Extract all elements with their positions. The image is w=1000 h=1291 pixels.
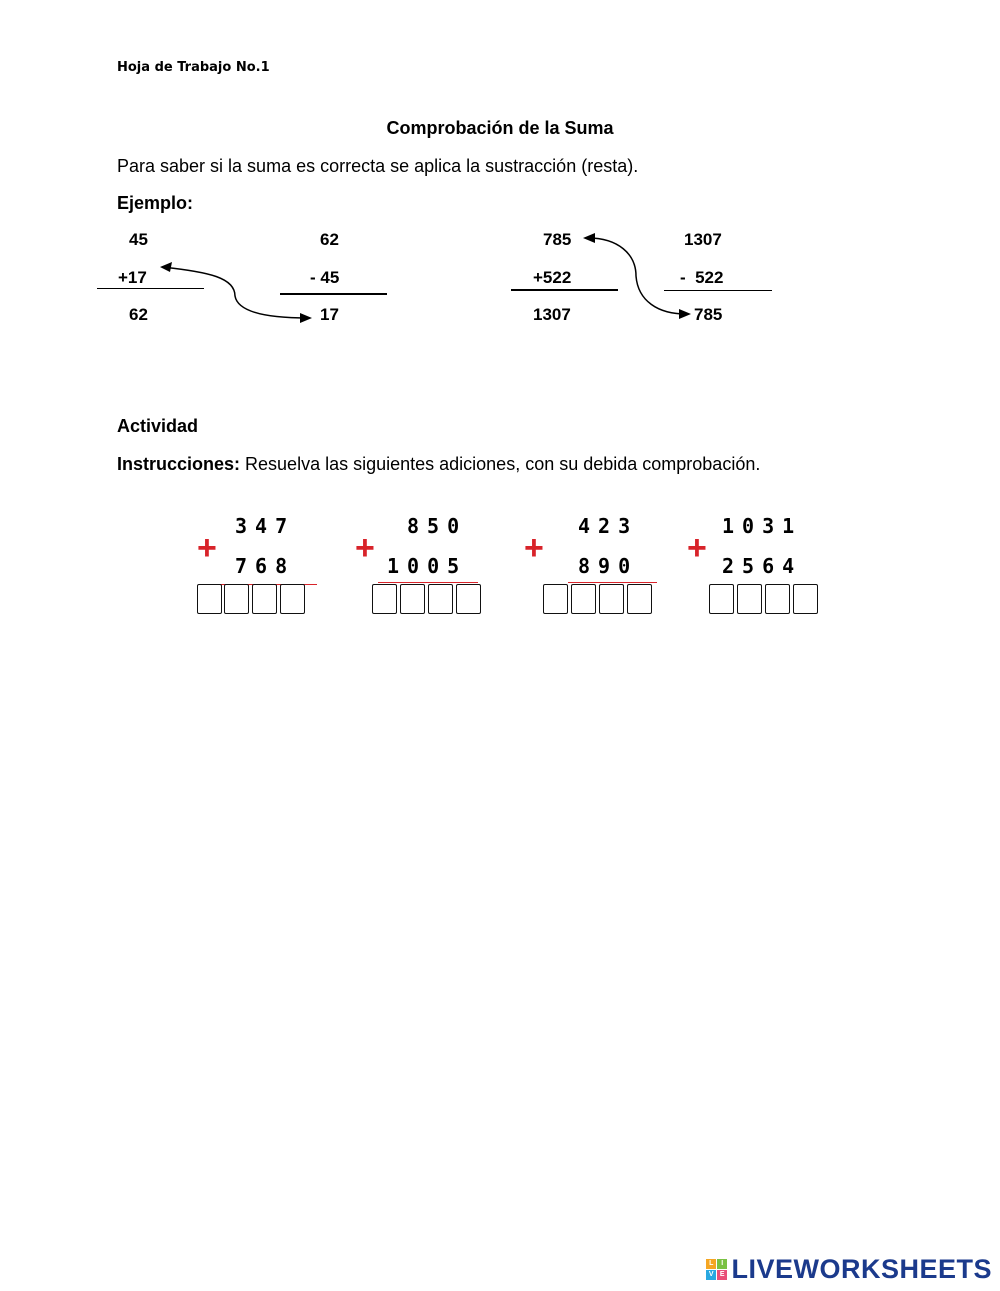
problem-1-bottom: 768 bbox=[235, 554, 296, 578]
example-2-check-top: 1307 bbox=[684, 230, 722, 249]
answer-box[interactable] bbox=[224, 584, 249, 614]
plus-icon: + bbox=[524, 529, 544, 567]
answer-box[interactable] bbox=[456, 584, 481, 614]
example-1-check-result: 17 bbox=[320, 305, 339, 324]
example-1-sum: 62 bbox=[129, 305, 148, 324]
example-2-addend-a: 785 bbox=[543, 230, 572, 249]
logo-mark-icon: L I V E bbox=[706, 1259, 727, 1280]
page-title: Comprobación de la Suma bbox=[386, 118, 614, 138]
answer-box[interactable] bbox=[252, 584, 277, 614]
logo-text: LIVEWORKSHEETS bbox=[731, 1254, 992, 1284]
problem-2-line bbox=[378, 582, 478, 583]
instructions bbox=[117, 454, 760, 475]
plus-icon: + bbox=[197, 529, 217, 567]
example-1-addend-a: 45 bbox=[129, 230, 148, 249]
example-1-arrow bbox=[150, 258, 320, 328]
plus-icon: + bbox=[687, 529, 707, 567]
answer-box[interactable] bbox=[400, 584, 425, 614]
problem-3-top: 423 bbox=[578, 514, 639, 538]
plus-icon: + bbox=[355, 529, 375, 567]
example-1-check-top: 62 bbox=[320, 230, 339, 249]
activity-heading: Actividad bbox=[117, 416, 199, 436]
problem-4-top: 1031 bbox=[722, 514, 803, 538]
answer-box[interactable] bbox=[737, 584, 762, 614]
example-2-check-sub: - 522 bbox=[680, 268, 724, 287]
example-1-addend-b: +17 bbox=[118, 268, 147, 287]
liveworksheets-logo bbox=[706, 1254, 992, 1285]
answer-box[interactable] bbox=[709, 584, 734, 614]
instructions-label: Instrucciones: bbox=[117, 454, 241, 474]
example-1-check-sub: - 45 bbox=[310, 268, 340, 287]
problem-4-bottom: 2564 bbox=[722, 554, 803, 578]
problem-3-bottom: 890 bbox=[578, 554, 639, 578]
intro-text: Para saber si la suma es correcta se aplica la sustracción (resta). bbox=[117, 156, 639, 176]
answer-box[interactable] bbox=[627, 584, 652, 614]
example-2-addend-b: +522 bbox=[533, 268, 572, 287]
answer-box[interactable] bbox=[765, 584, 790, 614]
answer-box[interactable] bbox=[571, 584, 596, 614]
answer-box[interactable] bbox=[280, 584, 305, 614]
problem-2-top: 850 bbox=[407, 514, 468, 538]
problem-1-top: 347 bbox=[235, 514, 296, 538]
example-label: Ejemplo: bbox=[117, 193, 194, 213]
sheet-label: Hoja de Trabajo No.1 bbox=[117, 60, 270, 75]
answer-box[interactable] bbox=[428, 584, 453, 614]
problem-3-line bbox=[568, 582, 657, 583]
example-2-arrow bbox=[578, 226, 698, 326]
answer-box[interactable] bbox=[599, 584, 624, 614]
example-2-check-result: 785 bbox=[694, 305, 723, 324]
example-2-sum: 1307 bbox=[533, 305, 571, 324]
answer-box[interactable] bbox=[197, 584, 222, 614]
instructions-text: Resuelva las siguientes adiciones, con su debida comprobación. bbox=[240, 454, 761, 474]
answer-box[interactable] bbox=[543, 584, 568, 614]
problem-2-bottom: 1005 bbox=[387, 554, 468, 578]
answer-box[interactable] bbox=[372, 584, 397, 614]
answer-box[interactable] bbox=[793, 584, 818, 614]
